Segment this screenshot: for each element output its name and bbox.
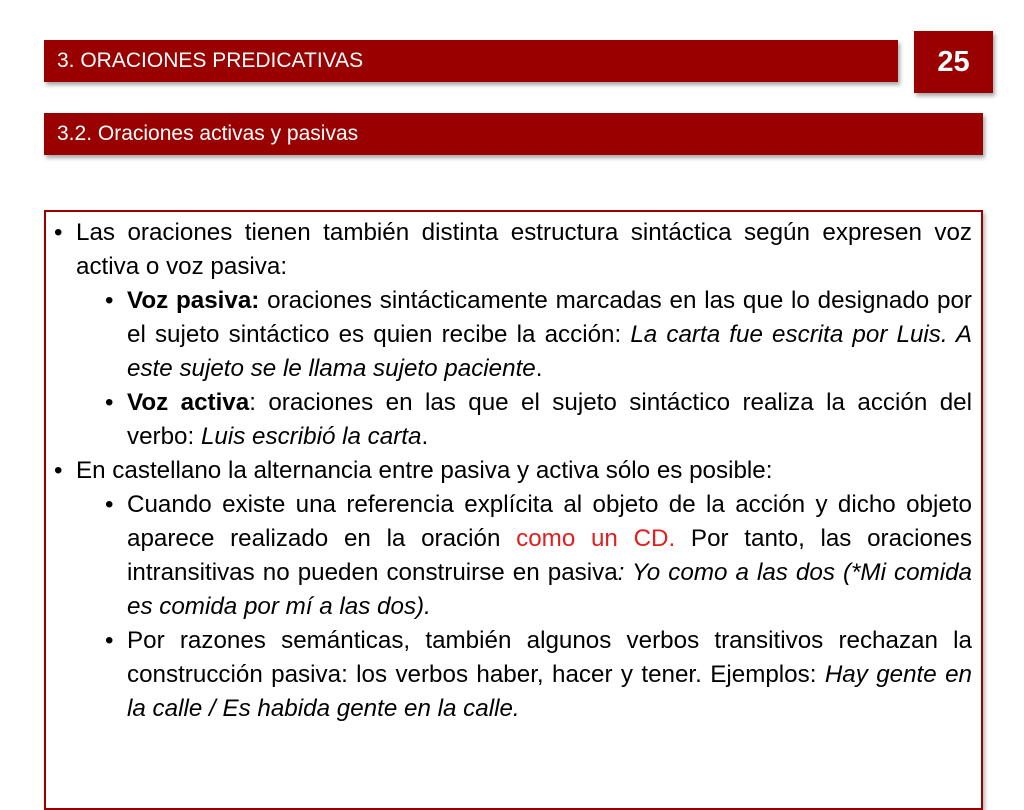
bullet-text: Las oraciones tienen también distinta estructura sintáctica según expresen voz activa o voz pasiva: (76, 219, 972, 280)
active-voice-text: : oraciones en las que el sujeto sintáctico realiza la acción del verbo: (127, 389, 972, 450)
semantic-example: Hay gente en la calle / Es habida gente en la calle. (127, 661, 972, 722)
bullet-list (54, 216, 972, 726)
passive-voice-text: oraciones sintácticamente marcadas en las que lo designado por el sujeto sintáctico es quien recibe la acción: (127, 287, 972, 348)
page-number-badge (914, 31, 993, 93)
bullet-voice-structure (54, 216, 972, 284)
passive-voice-example: La carta fue escrita por Luis. A este sujeto se le llama sujeto paciente (127, 321, 972, 382)
section-title: 3. ORACIONES PREDICATIVAS (57, 49, 364, 72)
passive-voice-label: Voz pasiva: (127, 287, 260, 314)
cd-highlight: como un CD. (516, 525, 676, 552)
semantic-text: Por razones semánticas, también algunos verbos transitivos rechazan la construcción pasiva: los verbos haber, hacer y tener. Ejemplos: (127, 627, 972, 688)
subsection-title-bar (44, 113, 983, 155)
active-voice-end: . (421, 423, 429, 450)
passive-voice-end: . (535, 355, 543, 382)
bullet-semantic-reasons (54, 624, 972, 726)
section-title-bar (44, 40, 898, 82)
bullet-active-voice (54, 386, 972, 454)
active-voice-label: Voz activa (127, 389, 250, 416)
bullet-alternation (54, 454, 972, 488)
intransitive-example: : Yo como a las dos (*Mi comida es comida por mí a las dos). (127, 559, 972, 620)
page-number: 25 (937, 45, 970, 78)
subsection-title: 3.2. Oraciones activas y pasivas (57, 122, 359, 145)
explicit-object-text: Cuando existe una referencia explícita al objeto de la acción y dicho objeto aparece realizado en la oración (127, 491, 972, 552)
bullet-explicit-object (54, 488, 972, 624)
active-voice-example: Luis escribió la carta (200, 423, 422, 450)
bullet-passive-voice (54, 284, 972, 386)
intransitive-text: Por tanto, las oraciones intransitivas no pueden construirse en pasiva (127, 525, 972, 586)
bullet-text: En castellano la alternancia entre pasiva y activa sólo es posible: (76, 457, 773, 484)
